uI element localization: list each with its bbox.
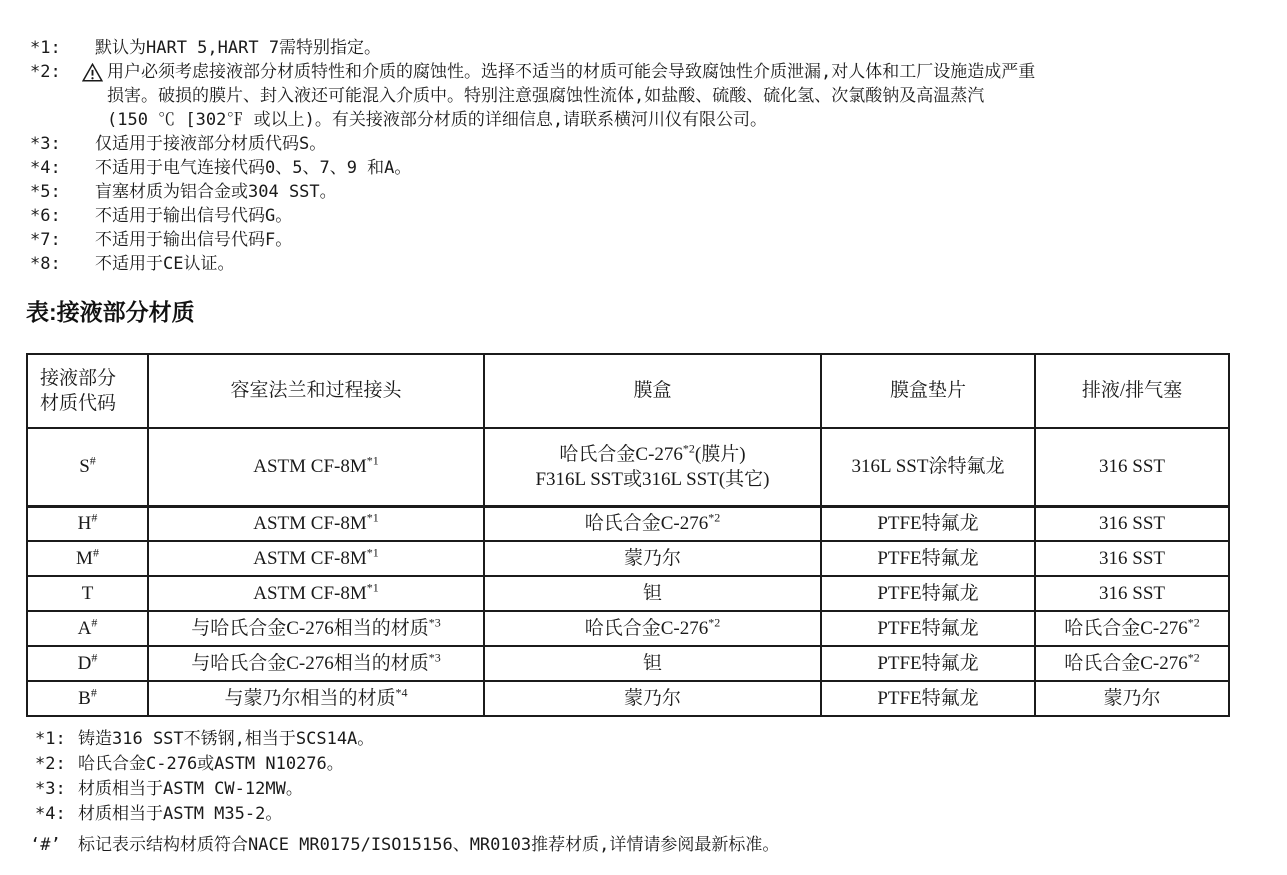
superscript-ref: *3 <box>428 615 441 630</box>
table-cell: 哈氏合金C-276$^{*2}$ <box>1035 646 1229 681</box>
footnote <box>35 802 374 827</box>
table-cell: 钽 <box>484 576 821 611</box>
footnote-text: 不适用于输出信号代码F。 <box>95 230 293 250</box>
superscript-ref: *1 <box>366 545 379 560</box>
footnote-label: *4: <box>30 158 61 178</box>
table-title: 表:接液部分材质 <box>26 299 195 325</box>
table-row <box>27 428 1229 506</box>
footnote-text: 仅适用于接液部分材质代码S。 <box>95 134 327 154</box>
table-cell: 蒙乃尔 <box>484 681 821 716</box>
column-header: 排液/排气塞 <box>1035 354 1229 428</box>
footnote-label: *2: <box>35 754 66 774</box>
table-cell: 钽 <box>484 646 821 681</box>
column-header: 膜盒垫片 <box>821 354 1035 428</box>
table-cell: 与哈氏合金C-276相当的材质$^{*3}$ <box>148 646 484 681</box>
table-cell: PTFE特氟龙 <box>821 681 1035 716</box>
table-row <box>27 576 1229 611</box>
footnote-text: 不适用于输出信号代码G。 <box>95 206 293 226</box>
footnote <box>30 156 1035 180</box>
table-cell: 316 SST <box>1035 506 1229 541</box>
table-cell: 316 SST <box>1035 428 1229 506</box>
footnote-label: *3: <box>30 134 61 154</box>
footnote-text: 默认为HART 5,HART 7需特别指定。 <box>95 38 382 58</box>
footnote-text: 材质相当于ASTM M35-2。 <box>78 804 283 824</box>
superscript-ref: *2 <box>708 510 721 525</box>
superscript-ref: *2 <box>682 441 695 456</box>
table-cell: PTFE特氟龙 <box>821 541 1035 576</box>
footnote-text: 盲塞材质为铝合金或304 SST。 <box>95 182 337 202</box>
superscript-ref: # <box>90 685 97 700</box>
warning-icon <box>82 60 107 82</box>
superscript-ref: *1 <box>366 580 379 595</box>
table-row <box>27 646 1229 681</box>
footnote-label: *1: <box>30 38 61 58</box>
material-code-cell: B# <box>27 681 148 716</box>
hash-mark-note <box>30 833 779 858</box>
footnote-text: 不适用于CE认证。 <box>95 254 235 274</box>
footnote-label: *4: <box>35 804 66 824</box>
superscript-ref: *2 <box>708 615 721 630</box>
footnote <box>30 204 1035 228</box>
superscript-ref: *4 <box>395 685 408 700</box>
table-cell: PTFE特氟龙 <box>821 576 1035 611</box>
footnote-label: *6: <box>30 206 61 226</box>
footnote <box>30 36 1035 60</box>
footnote-text: 用户必须考虑接液部分材质特性和介质的腐蚀性。选择不适当的材质可能会导致腐蚀性介质泄漏,对人体和工厂设施造成严重 损害。破损的膜片、封入液还可能混入介质中。特别注意强腐蚀性流体,如盐酸、硫酸、硫化氢、次氯酸钠及高温蒸汽 (150 ℃ [302℉ 或以上)。有关接液部分材质的详细信息,请联系横河川仪有限公司。 <box>107 62 1036 130</box>
table-row <box>27 611 1229 646</box>
column-header: 膜盒 <box>484 354 821 428</box>
footnote-label: *3: <box>35 779 66 799</box>
table-cell: 哈氏合金C-276$^{*2}$ <box>1035 611 1229 646</box>
footnote <box>35 777 374 802</box>
footnote <box>30 252 1035 276</box>
hash-note-text: 标记表示结构材质符合NACE MR0175/ISO15156、MR0103推荐材质,详情请参阅最新标准。 <box>78 835 780 855</box>
table-cell: 与蒙乃尔相当的材质$^{*4}$ <box>148 681 484 716</box>
table-cell: 哈氏合金C-276$^{*2}$ <box>484 506 821 541</box>
material-code-cell: D# <box>27 646 148 681</box>
hash-note-label: ‘#’ <box>30 835 61 855</box>
table-cell: 316 SST <box>1035 576 1229 611</box>
table-cell: 与哈氏合金C-276相当的材质$^{*3}$ <box>148 611 484 646</box>
footnote-text: 材质相当于ASTM CW-12MW。 <box>78 779 303 799</box>
footnote-label: *1: <box>35 729 66 749</box>
table-cell: ASTM $CF-8M^{*1}$ <box>148 428 484 506</box>
superscript-ref: # <box>92 545 99 560</box>
wetted-parts-material-table <box>26 353 1230 717</box>
footnote-text: 不适用于电气连接代码0、5、7、9 和A。 <box>95 158 412 178</box>
superscript-ref: # <box>91 615 98 630</box>
superscript-ref: *3 <box>428 650 441 665</box>
footnote-label: *8: <box>30 254 61 274</box>
material-code-cell: S# <box>27 428 148 506</box>
footnote-label: *5: <box>30 182 61 202</box>
footnote <box>35 727 374 752</box>
table-cell: 316 SST <box>1035 541 1229 576</box>
material-code-cell: A# <box>27 611 148 646</box>
table-cell: 哈氏合金C-276$^{*2}$(膜片) F316L SST或316L SST(其它) <box>484 428 821 506</box>
footnote <box>30 60 1035 132</box>
table-cell: ASTM $CF-8M^{*1}$ <box>148 576 484 611</box>
superscript-ref: *1 <box>366 510 379 525</box>
footnote <box>35 752 374 777</box>
material-code-cell: M# <box>27 541 148 576</box>
material-code-cell: T <box>27 576 148 611</box>
superscript-ref: # <box>91 510 98 525</box>
footnote-text: 哈氏合金C-276或ASTM N10276。 <box>78 754 344 774</box>
table-row <box>27 681 1229 716</box>
superscript-ref: *2 <box>1187 615 1200 630</box>
footnote-label: *7: <box>30 230 61 250</box>
table-row <box>27 506 1229 541</box>
table-cell: 316L SST涂特氟龙 <box>821 428 1035 506</box>
column-header: 容室法兰和过程接头 <box>148 354 484 428</box>
footnote-label: *2: <box>30 62 61 82</box>
footnote <box>30 132 1035 156</box>
table-cell: PTFE特氟龙 <box>821 506 1035 541</box>
table-cell: 哈氏合金C-276$^{*2}$ <box>484 611 821 646</box>
table-cell: 蒙乃尔 <box>1035 681 1229 716</box>
footnote-text: 铸造316 SST不锈钢,相当于SCS14A。 <box>78 729 375 749</box>
table-footnotes <box>35 727 374 827</box>
footnote <box>30 180 1035 204</box>
table-cell: 蒙乃尔 <box>484 541 821 576</box>
table-header-row <box>27 354 1229 428</box>
footnote <box>30 228 1035 252</box>
superscript-ref: *1 <box>366 453 379 468</box>
superscript-ref: *2 <box>1187 650 1200 665</box>
table-cell: PTFE特氟龙 <box>821 646 1035 681</box>
column-header: 接液部分 材质代码 <box>27 354 148 428</box>
table-cell: ASTM $CF-8M^{*1}$ <box>148 541 484 576</box>
table-cell: PTFE特氟龙 <box>821 611 1035 646</box>
table-cell: ASTM $CF-8M^{*1}$ <box>148 506 484 541</box>
material-code-cell: H# <box>27 506 148 541</box>
top-footnotes <box>30 36 1035 276</box>
superscript-ref: # <box>89 453 96 468</box>
table-row <box>27 541 1229 576</box>
superscript-ref: # <box>91 650 98 665</box>
